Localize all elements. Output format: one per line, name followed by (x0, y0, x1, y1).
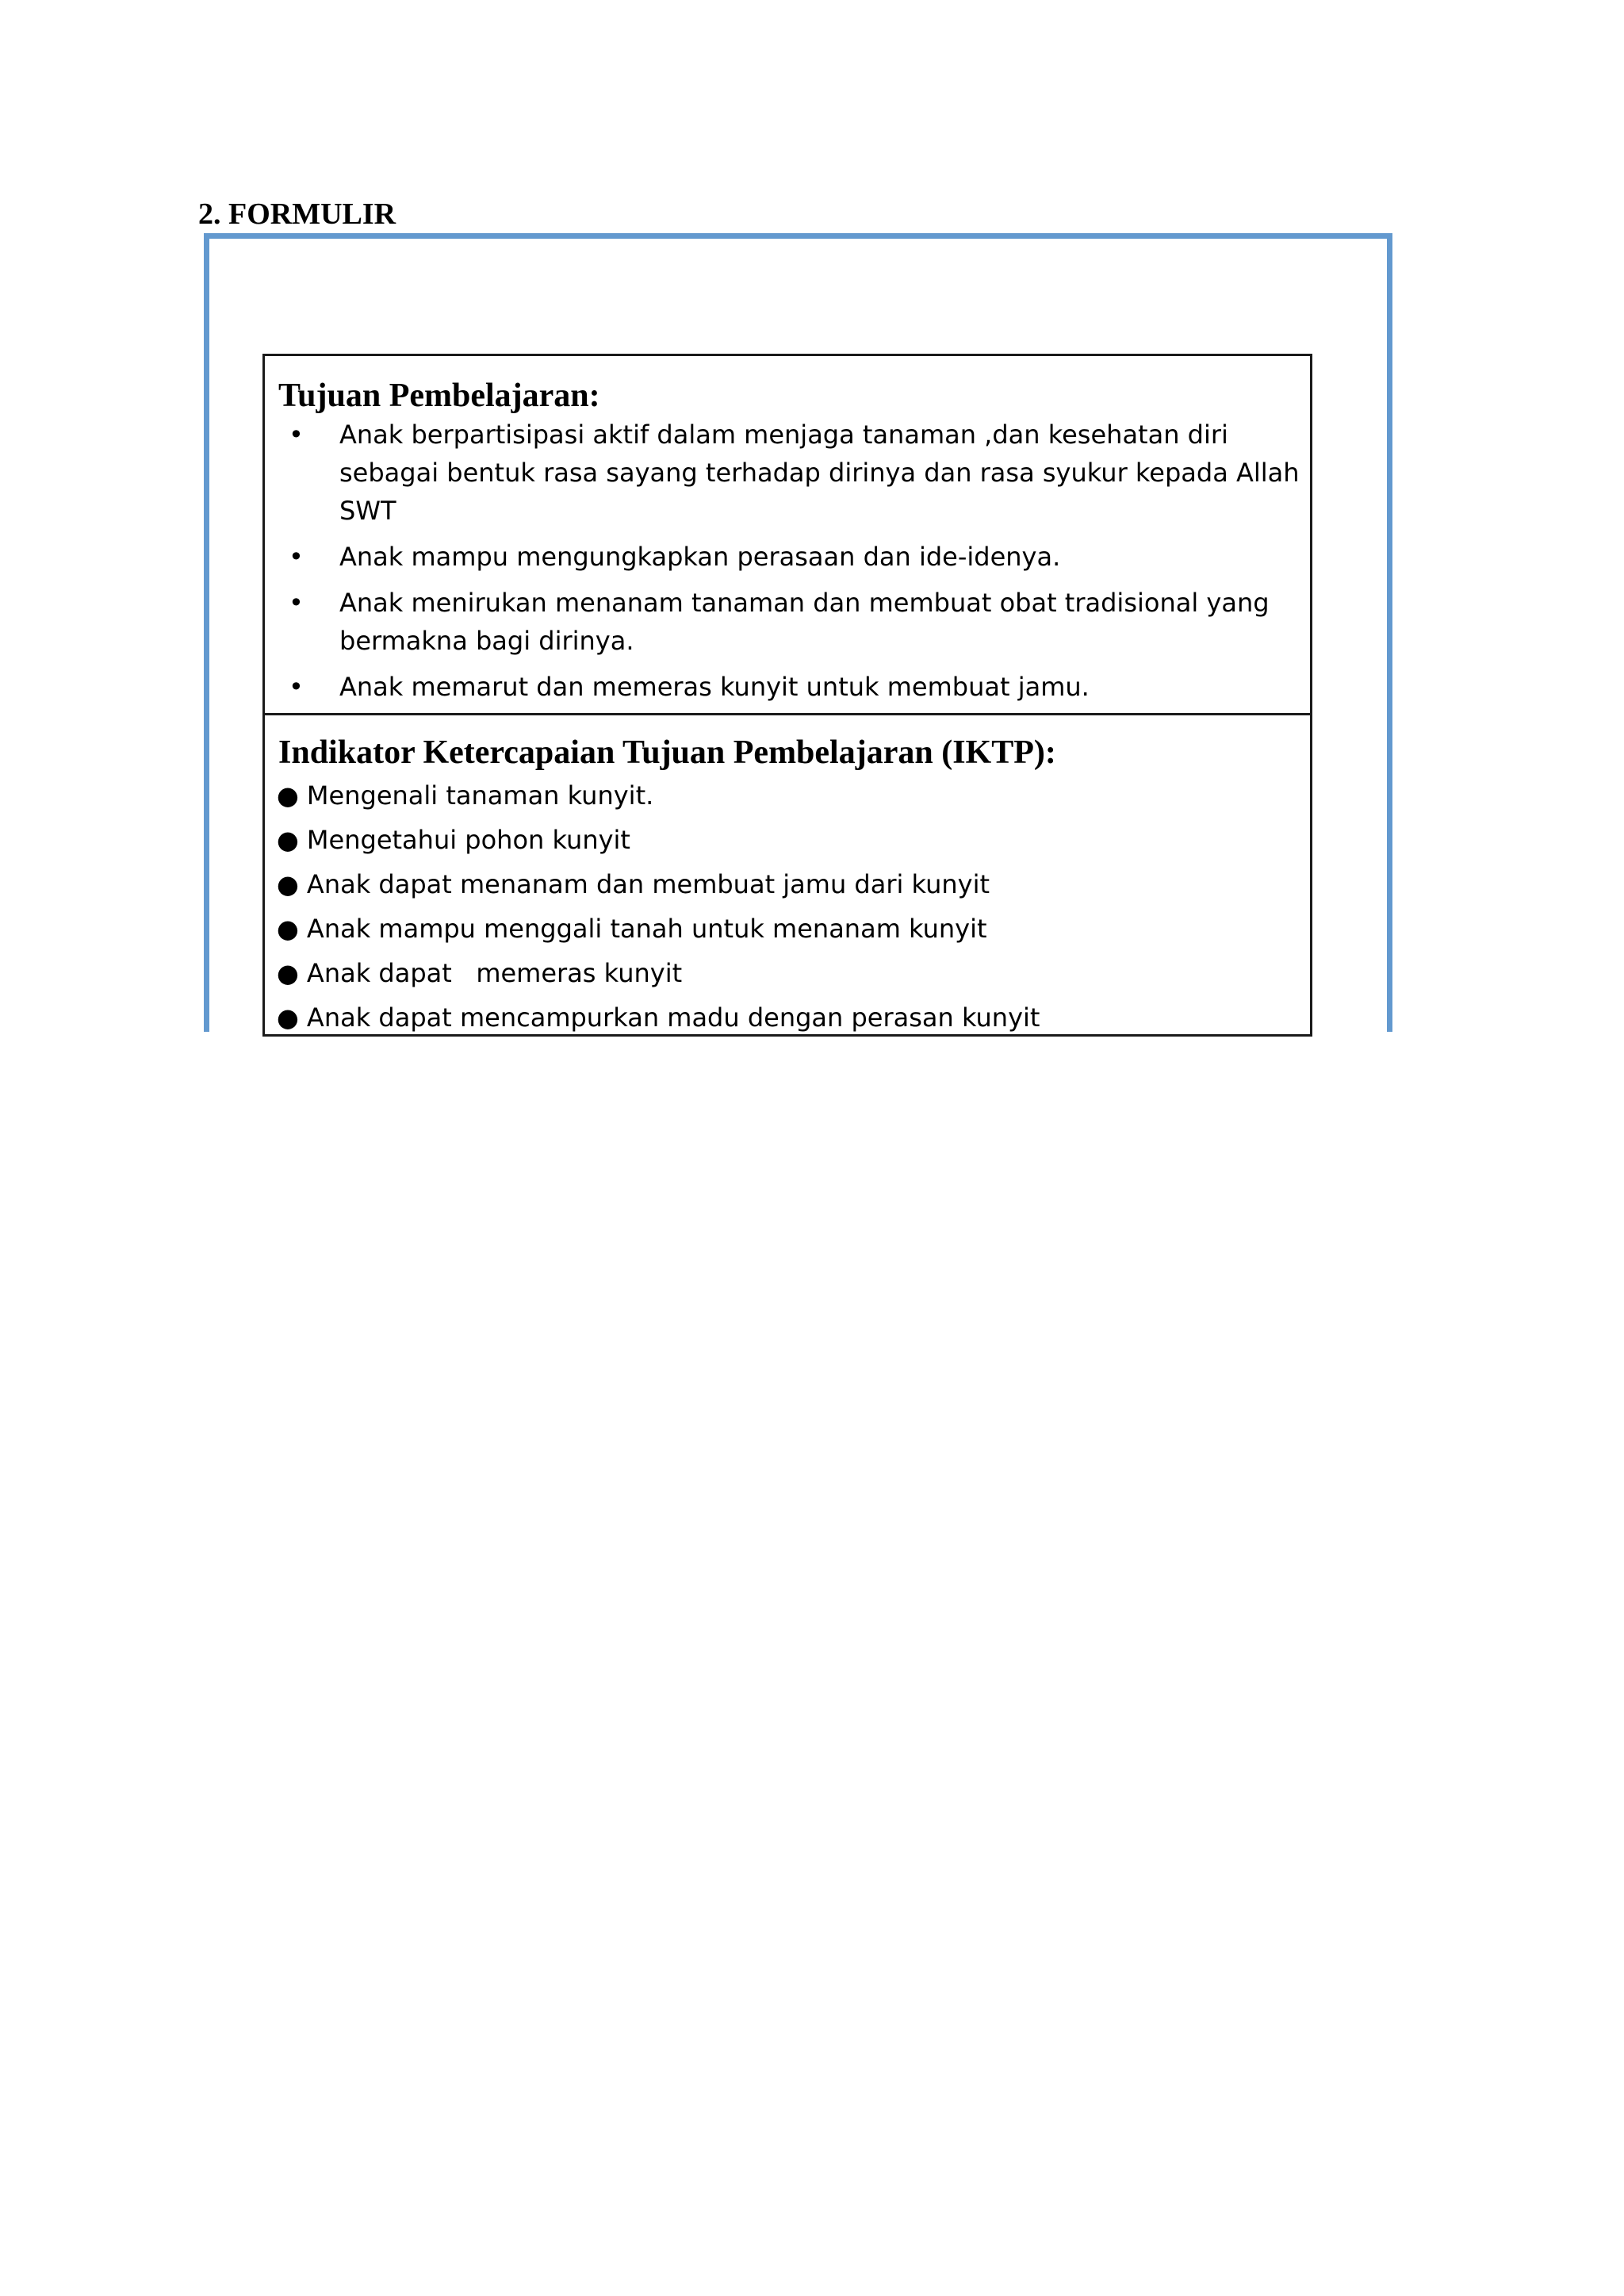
list-item-text: Anak dapat memeras kunyit (306, 958, 683, 988)
bullet-icon: • (289, 672, 304, 702)
list-item (289, 538, 1304, 576)
bullet-icon: • (289, 420, 304, 450)
list-item (277, 907, 1300, 951)
learning-goals-section (265, 356, 1310, 715)
list-item-text: Anak mampu menggali tanah untuk menanam kunyit (306, 914, 987, 944)
bullet-icon: ● (277, 1002, 299, 1033)
list-item (289, 416, 1304, 530)
form-table (262, 354, 1312, 1037)
list-item (277, 862, 1300, 907)
indicators-section (265, 715, 1310, 1034)
bullet-icon: ● (277, 825, 299, 855)
bullet-icon: • (289, 542, 304, 572)
indicators-title: Indikator Ketercapaian Tujuan Pembelajaran (IKTP): (278, 734, 1056, 771)
list-item (277, 773, 1300, 818)
list-item-text: Anak dapat mencampurkan madu dengan perasan kunyit (306, 1002, 1040, 1033)
list-item-text: Anak mampu mengungkapkan perasaan dan ide-idenya. (339, 542, 1061, 572)
list-item-text: Mengetahui pohon kunyit (306, 825, 630, 855)
list-item-text: Mengenali tanaman kunyit. (306, 780, 654, 811)
section-heading: 2. FORMULIR (198, 197, 396, 231)
bullet-icon: ● (277, 869, 299, 899)
list-item-text: Anak berpartisipasi aktif dalam menjaga tanaman ,dan kesehatan diri sebagai bentuk rasa sayang terhadap dirinya dan rasa syukur kepada Allah SWT (339, 420, 1300, 526)
list-item (289, 584, 1304, 660)
list-item (277, 951, 1300, 995)
bullet-icon: ● (277, 914, 299, 944)
learning-goals-list (289, 416, 1304, 714)
bullet-icon: • (289, 588, 304, 618)
list-item-text: Anak dapat menanam dan membuat jamu dari kunyit (306, 869, 990, 899)
list-item-text: Anak memarut dan memeras kunyit untuk membuat jamu. (339, 672, 1090, 702)
list-item (277, 818, 1300, 862)
list-item-text: Anak menirukan menanam tanaman dan membuat obat tradisional yang bermakna bagi dirinya. (339, 588, 1270, 656)
bullet-icon: ● (277, 780, 299, 811)
indicators-list (277, 773, 1300, 1040)
learning-goals-title: Tujuan Pembelajaran: (278, 378, 600, 414)
list-item (277, 995, 1300, 1040)
bullet-icon: ● (277, 958, 299, 988)
list-item (289, 668, 1304, 706)
